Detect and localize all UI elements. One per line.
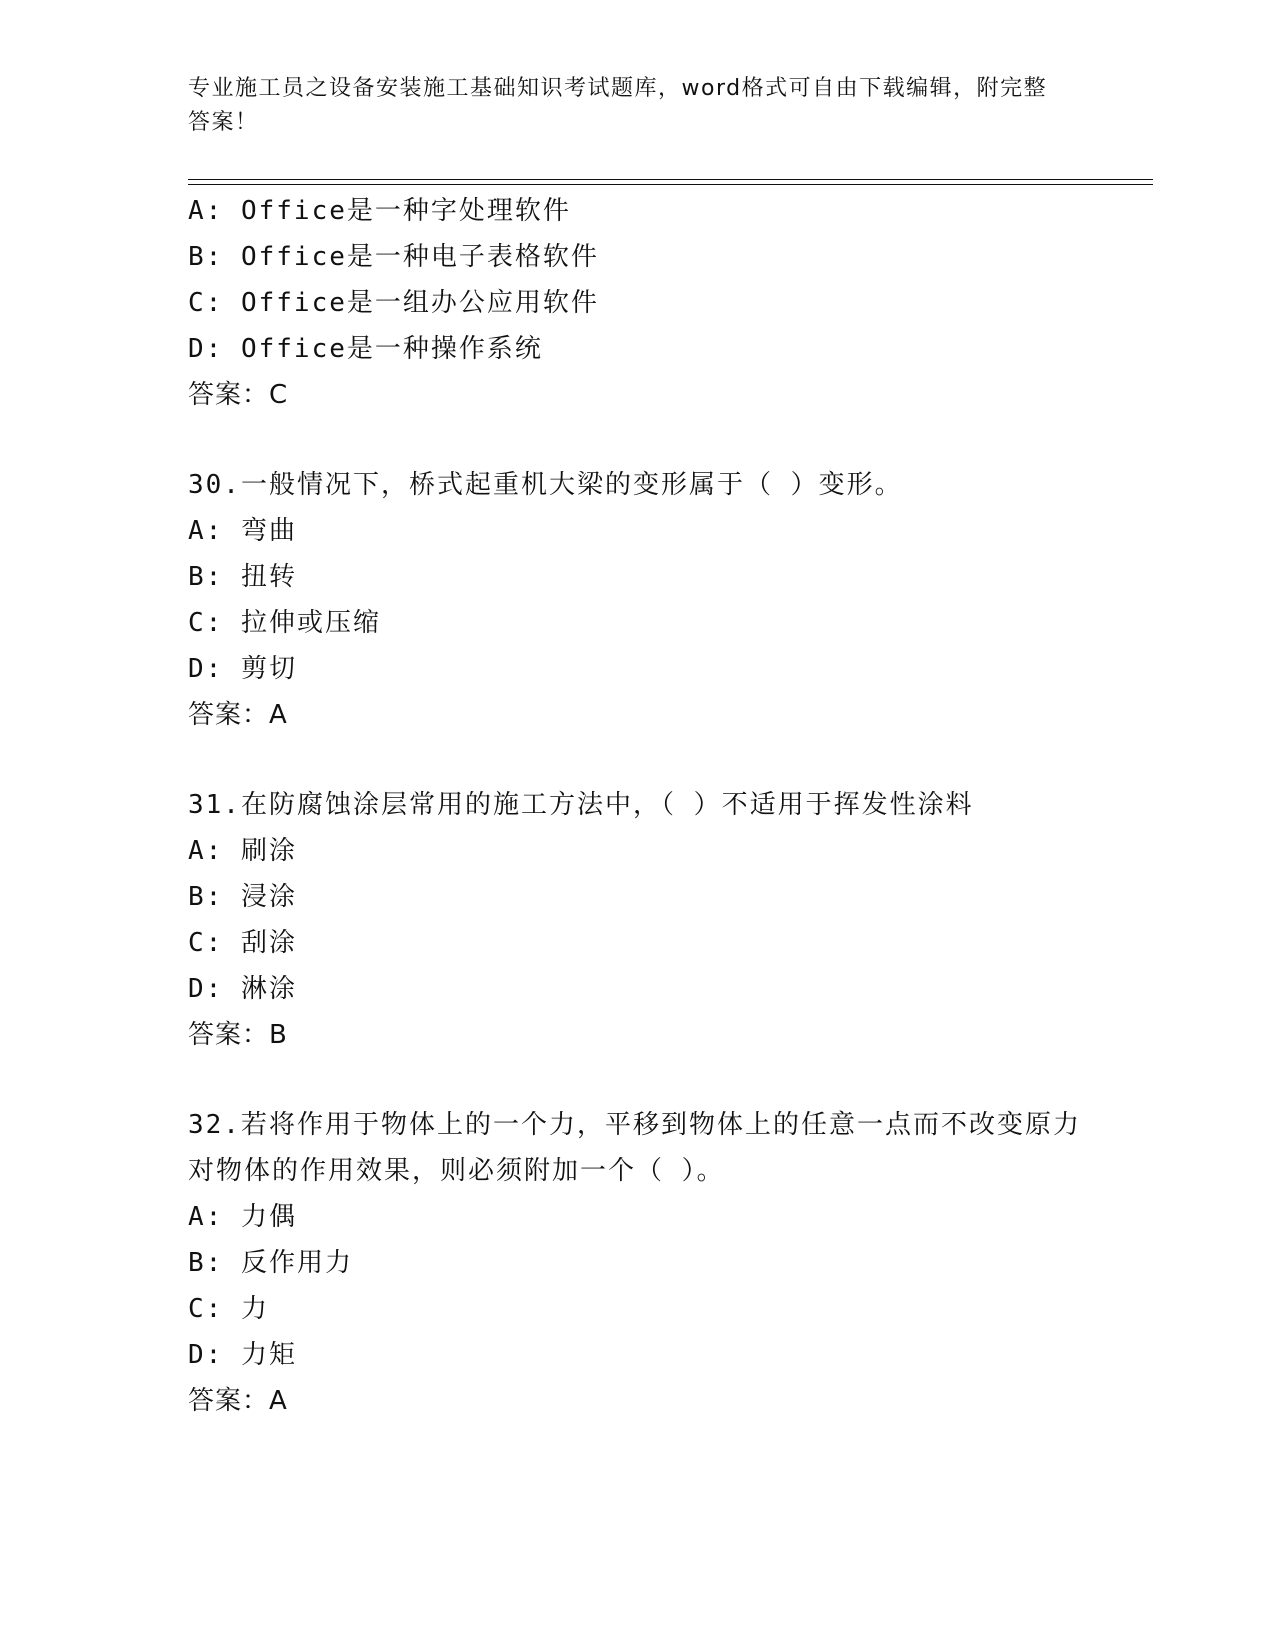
header-rule-bottom: [188, 184, 1153, 185]
header-rule-top: [188, 179, 1153, 180]
option-b: B: 浸涂: [188, 882, 297, 912]
answer-line: 答案：C: [188, 380, 289, 410]
spacer: [188, 738, 1148, 782]
question-stem: 32.若将作用于物体上的一个力，平移到物体上的任意一点而不改变原力对物体的作用效果，则必须附加一个（ ）。: [188, 1110, 1081, 1186]
option-b: B: 扭转: [188, 562, 297, 592]
answer-line: 答案：B: [188, 1020, 288, 1050]
question-stem: 30.一般情况下，桥式起重机大梁的变形属于（ ）变形。: [188, 470, 903, 500]
question-block-31: [188, 782, 1148, 1058]
option-a: A: Office是一种字处理软件: [188, 196, 571, 226]
question-block-32: [188, 1102, 1148, 1424]
answer-line: 答案：A: [188, 700, 288, 730]
option-d: D: 剪切: [188, 654, 297, 684]
option-b: B: Office是一种电子表格软件: [188, 242, 599, 272]
question-list: [188, 188, 1148, 1424]
spacer: [188, 1058, 1148, 1102]
option-a: A: 弯曲: [188, 516, 297, 546]
question-block-30: [188, 462, 1148, 738]
option-d: D: 力矩: [188, 1340, 297, 1370]
option-a: A: 力偶: [188, 1202, 297, 1232]
question-stem: 31.在防腐蚀涂层常用的施工方法中，（ ）不适用于挥发性涂料: [188, 790, 974, 820]
document-header: 专业施工员之设备安装施工基础知识考试题库，word格式可自由下载编辑，附完整答案！: [188, 76, 1048, 135]
spacer: [188, 418, 1148, 462]
option-c: C: 刮涂: [188, 928, 297, 958]
option-c: C: Office是一组办公应用软件: [188, 288, 599, 318]
question-block-29: [188, 188, 1148, 418]
answer-line: 答案：A: [188, 1386, 288, 1416]
option-c: C: 力: [188, 1294, 269, 1324]
option-d: D: 淋涂: [188, 974, 297, 1004]
option-a: A: 刷涂: [188, 836, 297, 866]
option-b: B: 反作用力: [188, 1248, 353, 1278]
option-c: C: 拉伸或压缩: [188, 608, 381, 638]
option-d: D: Office是一种操作系统: [188, 334, 543, 364]
